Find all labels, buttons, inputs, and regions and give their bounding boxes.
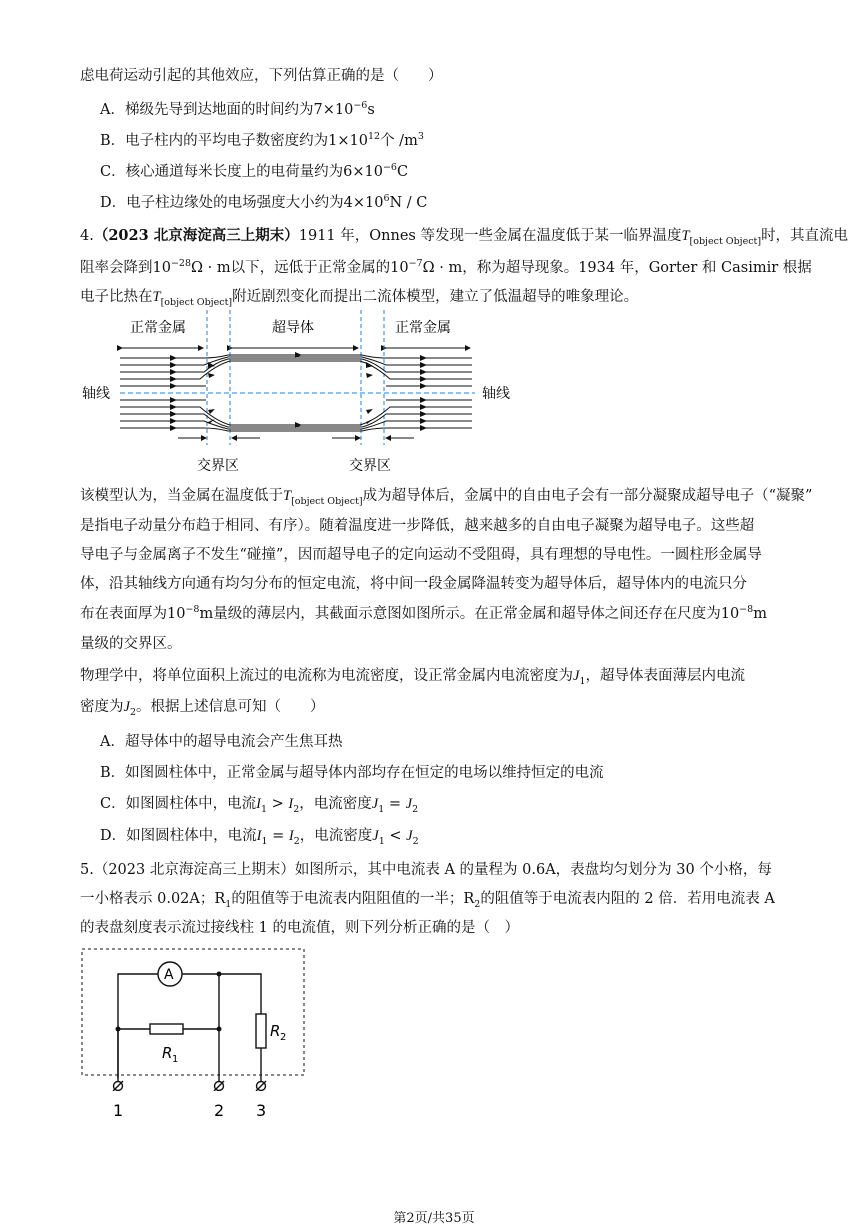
q4-line-1: 4.（2023 北京海淀高三上期末）1911 年，Onnes 等发现一些金属在温度低于某一临界温度$T_{[object Object]}$时，其直流电	[80, 227, 849, 247]
ammeter-label: A	[164, 967, 174, 983]
q4-option-d[interactable]: D．如图圆柱体中，电流$I_1 = I_2$，电流密度$J_1 < J_2$	[100, 828, 419, 847]
resistor-r1	[150, 1024, 183, 1034]
q4-line-2: 阻率会降到$10^{-28}\Omega \cdot m$以下，远低于正常金属的$10^{-7}\Omega \cdot m$，称为超导现象。1934 年，Gorter 和 Casimir 根据	[80, 258, 812, 276]
resistor-r2	[256, 1014, 266, 1048]
q4-para-line-2: 是指电子动量分布趋于相同、有序）。随着温度进一步降低，越来越多的自由电子凝聚为超导电子。这些超	[80, 518, 755, 534]
q5-line-2: 一小格表示 0.02A；$R_1$的阻值等于电流表内阻阻值的一半；$R_2$的阻值等于电流表内阻的 2 倍．若用电流表 A	[80, 891, 775, 910]
label-boundary-left: 交界区	[197, 458, 239, 474]
q3-option-b[interactable]: B．电子柱内的平均电子数密度约为$1\times 10^{12}$个 $/m^3$	[100, 131, 424, 149]
label-axis-right: 轴线	[482, 386, 510, 402]
q4-option-a[interactable]: A．超导体中的超导电流会产生焦耳热	[100, 734, 343, 750]
dashed-box	[82, 949, 304, 1075]
q3-option-d[interactable]: D．电子柱边缘处的电场强度大小约为$4\times 10^6N / C$	[100, 193, 428, 211]
q4-para-line-5: 布在表面厚为$10^{-8}m$量级的薄层内，其截面示意图如图所示。在正常金属和超导体之间还存在尺度为$10^{-8}m$	[80, 604, 767, 622]
q5-line-1: 5.（2023 北京海淀高三上期末）如图所示，其中电流表 A 的量程为 0.6A，表盘均匀划分为 30 个小格，每	[80, 862, 772, 878]
q4-para-line-8: 密度为$J_2$。根据上述信息可知（ ）	[80, 699, 325, 718]
q4-para-line-6: 量级的交界区。	[80, 636, 182, 652]
terminal-1-label: 1	[113, 1101, 124, 1120]
q4-line-3: 电子比热在$T_{[object Object]}$附近剧烈变化而提出二流体模型，建立了低温超导的唯象理论。	[80, 289, 639, 308]
terminal-2-label: 2	[214, 1101, 225, 1120]
junction-dot	[217, 972, 222, 977]
label-left-metal: 正常金属	[130, 320, 186, 336]
circuit-diagram	[78, 944, 313, 1129]
terminals[interactable]	[113, 1081, 266, 1091]
q5-line-3: 的表盘刻度表示流过接线柱 1 的电流值，则下列分析正确的是（ ）	[80, 920, 519, 936]
r2-label: R	[270, 1022, 281, 1040]
q4-para-line-1: 该模型认为，当金属在温度低于$T_{[object Object]}$成为超导体后，金属中的自由电子会有一部分凝聚成超导电子（“凝聚”	[80, 488, 813, 507]
q4-para-line-4: 体，沿其轴线方向通有均匀分布的恒定电流，将中间一段金属降温转变为超导体后，超导体内的电流只分	[80, 576, 747, 592]
q3-option-c[interactable]: C．核心通道每米长度上的电荷量约为$6\times 10^{-6}C$	[100, 162, 409, 180]
label-right-metal: 正常金属	[395, 320, 451, 336]
q4-option-c[interactable]: C．如图圆柱体中，电流$I_1 > I_2$，电流密度$J_1 = J_2$	[100, 796, 419, 815]
q4-para-line-3: 导电子与金属离子不发生“碰撞”，因而超导电子的定向运动不受阻碍，具有理想的导电性。一圆柱形金属导	[80, 547, 762, 563]
current-arrowheads	[170, 352, 427, 431]
label-axis-left: 轴线	[82, 386, 110, 402]
junction-dot	[116, 1027, 121, 1032]
r1-subscript: 1	[172, 1054, 179, 1065]
q3-option-a[interactable]: A．梯级先导到达地面的时间约为$7\times 10^{-6}s$	[100, 100, 375, 118]
r2-subscript: 2	[280, 1032, 287, 1043]
terminal-3-label: 3	[256, 1101, 267, 1120]
junction-dot	[217, 1027, 222, 1032]
q4-option-b[interactable]: B．如图圆柱体中，正常金属与超导体内部均存在恒定的电场以维持恒定的电流	[100, 765, 604, 781]
label-boundary-right: 交界区	[349, 458, 391, 474]
superconductor-diagram	[80, 310, 520, 480]
q4-para-line-7: 物理学中，将单位面积上流过的电流称为电流密度，设正常金属内电流密度为$J_1$，超导体表面薄层内电流	[80, 668, 745, 687]
r1-label: R	[162, 1044, 173, 1062]
page-footer: 第2页/共35页	[393, 1211, 475, 1226]
label-superconductor: 超导体	[272, 320, 314, 336]
q3-stem-tail: 虑电荷运动引起的其他效应，下列估算正确的是（ ）	[80, 68, 443, 84]
